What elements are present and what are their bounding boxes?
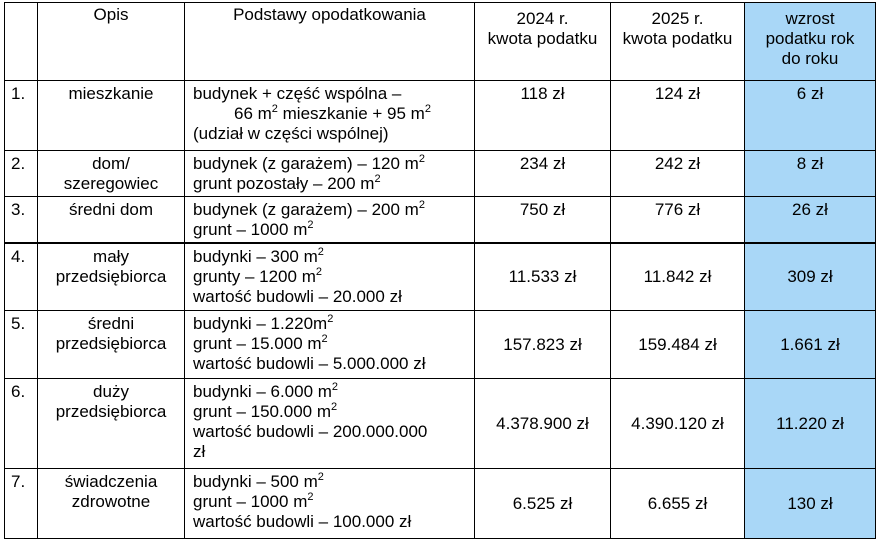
opis-line: dom/ xyxy=(92,154,130,173)
row-podstawy xyxy=(185,197,475,243)
header-2025-line2: kwota podatku xyxy=(622,29,733,48)
podstawy-line xyxy=(193,247,472,267)
header-2025 xyxy=(611,3,745,81)
row-number: 4. xyxy=(5,243,38,311)
superscript: 2 xyxy=(330,401,338,413)
opis-line: średni dom xyxy=(68,200,154,219)
value-wzrost: 6 zł xyxy=(745,81,876,151)
header-2024-line1: 2024 r. xyxy=(516,9,569,28)
row-podstawy xyxy=(185,379,475,469)
podstawy-line xyxy=(193,354,472,374)
table-row xyxy=(5,311,876,379)
podstawy-text: grunt – 1000 m xyxy=(193,220,308,239)
row-number: 6. xyxy=(5,379,38,469)
podstawy-line xyxy=(193,84,472,104)
header-row xyxy=(5,3,876,81)
podstawy-line xyxy=(193,200,472,220)
value-wzrost: 11.220 zł xyxy=(745,379,876,469)
podstawy-line xyxy=(193,314,472,334)
value-wzrost: 130 zł xyxy=(745,469,876,539)
superscript: 2 xyxy=(315,265,322,278)
table-row xyxy=(5,469,876,539)
podstawy-text: grunt pozostały – 200 m xyxy=(193,174,375,193)
header-2024 xyxy=(475,3,611,81)
value-2025: 4.390.120 zł xyxy=(611,379,745,469)
podstawy-text: grunt – 15.000 m xyxy=(193,334,322,353)
podstawy-line xyxy=(193,512,472,532)
header-wzrost-line2: podatku rok xyxy=(765,29,855,48)
superscript: 2 xyxy=(418,153,425,165)
header-podstawy: Podstawy opodatkowania xyxy=(185,3,475,81)
podstawy-line xyxy=(193,422,472,442)
opis-line: świadczenia xyxy=(64,472,158,491)
row-opis xyxy=(38,151,185,197)
podstawy-line xyxy=(193,382,472,402)
podstawy-text: wartość budowli – 20.000 zł xyxy=(193,286,402,306)
value-2024: 4.378.900 zł xyxy=(475,379,611,469)
podstawy-line xyxy=(193,174,472,194)
table-row xyxy=(5,243,876,311)
table-row xyxy=(5,197,876,243)
superscript: 2 xyxy=(418,199,425,211)
superscript: 2 xyxy=(331,381,339,393)
row-opis xyxy=(38,379,185,469)
row-podstawy xyxy=(185,311,475,379)
superscript: 2 xyxy=(317,245,324,258)
table-body xyxy=(5,81,876,539)
superscript: 2 xyxy=(424,103,431,115)
podstawy-text: wartość budowli – 5.000.000 zł xyxy=(193,354,426,373)
superscript: 2 xyxy=(271,103,278,115)
podstawy-line xyxy=(193,287,472,307)
opis-line: przedsiębiorca xyxy=(55,334,167,353)
opis-line: zdrowotne xyxy=(71,492,151,511)
value-2024: 6.525 zł xyxy=(475,469,611,539)
header-2025-line1: 2025 r. xyxy=(651,9,704,28)
opis-line: duży xyxy=(93,382,129,401)
podstawy-line xyxy=(193,492,472,512)
podstawy-line xyxy=(193,334,472,354)
row-number: 1. xyxy=(5,81,38,151)
podstawy-line xyxy=(193,267,472,287)
opis-line: mały xyxy=(93,246,129,266)
header-wzrost-line1: wzrost xyxy=(785,9,835,28)
value-2025: 6.655 zł xyxy=(611,469,745,539)
table-row xyxy=(5,81,876,151)
podstawy-text: zł xyxy=(193,442,206,461)
header-no xyxy=(5,3,38,81)
tax-table-wrapper xyxy=(4,2,876,539)
podstawy-line xyxy=(193,104,472,124)
value-2025: 124 zł xyxy=(611,81,745,151)
header-wzrost-line3: do roku xyxy=(781,49,839,68)
row-opis xyxy=(38,243,185,311)
row-podstawy xyxy=(185,151,475,197)
podstawy-line xyxy=(193,220,472,240)
value-2025: 242 zł xyxy=(611,151,745,197)
podstawy-line xyxy=(193,124,472,144)
podstawy-text: 66 m xyxy=(234,104,272,123)
podstawy-text: budynki – 500 m xyxy=(193,472,318,491)
table-row xyxy=(5,151,876,197)
podstawy-text: budynek + część wspólna – xyxy=(193,84,402,103)
superscript: 2 xyxy=(321,333,328,345)
value-wzrost: 1.661 zł xyxy=(745,311,876,379)
podstawy-text: wartość budowli – 200.000.000 xyxy=(193,422,428,441)
header-wzrost xyxy=(745,3,876,81)
opis-line: szeregowiec xyxy=(63,174,159,193)
superscript: 2 xyxy=(307,491,314,503)
value-2024: 750 zł xyxy=(475,197,611,243)
value-2024: 157.823 zł xyxy=(475,311,611,379)
header-2024-line2: kwota podatku xyxy=(487,29,598,48)
podstawy-text: (udział w części wspólnej) xyxy=(193,124,389,143)
value-2025: 11.842 zł xyxy=(611,243,745,311)
value-2025: 776 zł xyxy=(611,197,745,243)
value-wzrost: 26 zł xyxy=(745,197,876,243)
superscript: 2 xyxy=(327,313,334,325)
row-opis xyxy=(38,469,185,539)
row-podstawy xyxy=(185,469,475,539)
row-opis xyxy=(38,197,185,243)
value-wzrost: 8 zł xyxy=(745,151,876,197)
podstawy-line xyxy=(193,154,472,174)
value-2025: 159.484 zł xyxy=(611,311,745,379)
opis-line: przedsiębiorca xyxy=(55,402,167,421)
tax-comparison-table xyxy=(4,2,876,539)
row-podstawy xyxy=(185,243,475,311)
row-number: 7. xyxy=(5,469,38,539)
row-podstawy xyxy=(185,81,475,151)
podstawy-text: grunt – 1000 m xyxy=(193,492,308,511)
podstawy-text: budynki – 1.220m xyxy=(193,314,328,333)
superscript: 2 xyxy=(317,471,324,483)
podstawy-text: budynek (z garażem) – 200 m xyxy=(193,200,419,219)
row-number: 2. xyxy=(5,151,38,197)
row-opis xyxy=(38,311,185,379)
podstawy-text: budynki – 300 m xyxy=(193,246,318,266)
value-2024: 234 zł xyxy=(475,151,611,197)
value-2024: 118 zł xyxy=(475,81,611,151)
table-row xyxy=(5,379,876,469)
opis-line: przedsiębiorca xyxy=(55,266,167,286)
value-wzrost: 309 zł xyxy=(745,243,876,311)
podstawy-text: wartość budowli – 100.000 zł xyxy=(193,512,412,531)
opis-line: mieszkanie xyxy=(68,84,154,103)
value-2024: 11.533 zł xyxy=(475,243,611,311)
opis-line: średni xyxy=(87,314,135,333)
podstawy-line xyxy=(193,472,472,492)
superscript: 2 xyxy=(374,173,381,185)
row-number: 5. xyxy=(5,311,38,379)
podstawy-line xyxy=(193,442,472,462)
podstawy-text: mieszkanie + 95 m xyxy=(277,104,425,123)
podstawy-line xyxy=(193,402,472,422)
podstawy-text: grunty – 1200 m xyxy=(193,266,316,286)
superscript: 2 xyxy=(307,219,314,231)
row-opis xyxy=(38,81,185,151)
podstawy-text: budynek (z garażem) – 120 m xyxy=(193,154,419,173)
podstawy-text: grunt – 150.000 m xyxy=(193,402,331,421)
row-number: 3. xyxy=(5,197,38,243)
header-opis: Opis xyxy=(38,3,185,81)
podstawy-text: budynki – 6.000 m xyxy=(193,382,332,401)
